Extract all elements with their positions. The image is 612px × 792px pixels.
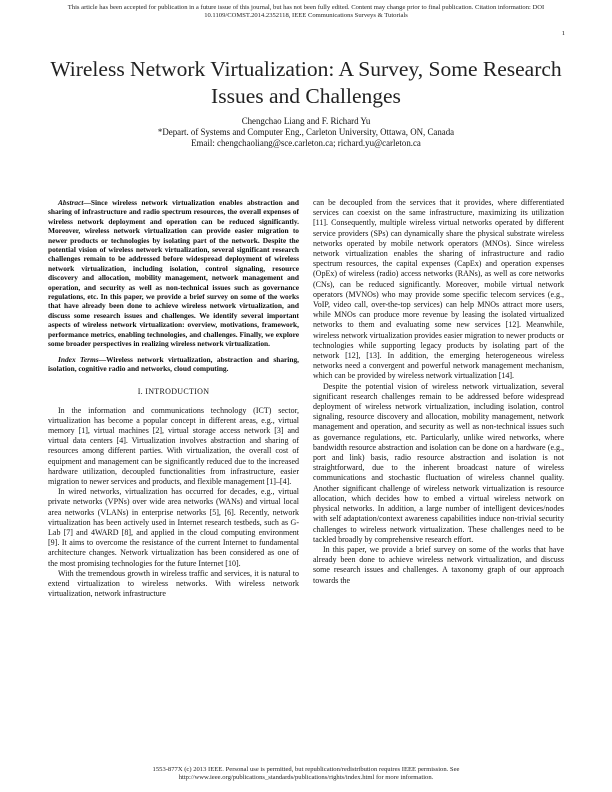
page-number: 1 bbox=[561, 30, 565, 37]
copyright-footer-line-1: 1553-877X (c) 2013 IEEE. Personal use is permitted, but republication/redistribution requires IEEE permission. See bbox=[152, 766, 460, 773]
right-column bbox=[313, 198, 564, 586]
copyright-footer-line-2: http://www.ieee.org/publications_standards/publications/rights/index.html for more information. bbox=[178, 774, 434, 782]
index-terms-text: —Wireless network virtualization, abstraction and sharing, isolation, cognitive radio and networks, cloud computing. bbox=[48, 354, 299, 373]
author-affiliation: *Depart. of Systems and Computer Eng., Carleton University, Ottawa, ON, Canada bbox=[157, 127, 455, 138]
abstract-text: —Since wireless network virtualization enables abstraction and sharing of infrastructure and radio spectrum resources, the overall expenses of wireless network deployment and operation can be reduced significantly. Moreover, wireless network virtualization can provide easier migration to newer products or technologies by isolating part of the network. Despite the potential vision of wireless network virtualization, several significant research challenges remain to be addressed before widespread deployment of wireless network virtualization, including isolation, control signaling, resource discovery and allocation, mobility management, network management and operation, and security as well as non-technical issues such as governance regulations, etc. In this paper, we provide a brief survey on some of the works that have already been done to achieve wireless network virtualization, and discuss some research issues and challenges. We identify several important aspects of wireless network virtualization: overview, motivations, framework, performance metrics, enabling technologies, and challenges. Finally, we explore some broader perspectives in realizing wireless network virtualization. bbox=[48, 198, 299, 349]
author-block bbox=[40, 116, 572, 150]
left-column bbox=[48, 198, 299, 599]
copyright-footer bbox=[0, 766, 612, 783]
publication-notice-line-2: 10.1109/COMST.2014.2352118, IEEE Communications Surveys & Tutorials bbox=[204, 12, 408, 20]
author-email: Email: chengchaoliang@sce.carleton.ca; richard.yu@carleton.ca bbox=[191, 138, 421, 149]
right-paragraph-1: can be decoupled from the services that it provides, where differentiated services can coexist on the same infrastructure, maximizing its utilization [11]. Consequently, multiple wireless virtual networks operated by different service providers (SPs) can dynamically share the physical substrate wireless networks operated by mobile network operators (MNOs). Since wireless network virtualization enables the sharing of infrastructure and radio spectrum resources, the capital expenses (CapEx) and operation expenses (OpEx) of wireless (radio) access networks (RANs), as well as core networks (CNs), can be reduced significantly. Moreover, mobile virtual network operators (MVNOs) who may provide some specific telecom services (e.g., VoIP, video call, over-the-top services) can help MNOs attract more users, while MNOs can produce more revenue by leasing the isolated virtualized networks to them and evaluating some new services [12]. Meanwhile, wireless network virtualization provides easier migration to newer products or technologies while supporting legacy products by isolating part of the network [12], [13]. In addition, the emerging heterogeneous wireless networks need a convergent and powerful network management mechanism, which can be provided by wireless network virtualization [14]. bbox=[313, 198, 564, 381]
index-terms-lead: Index Terms bbox=[58, 354, 99, 364]
abstract-lead: Abstract bbox=[58, 198, 84, 207]
publication-notice bbox=[0, 4, 612, 21]
intro-paragraph-2: In wired networks, virtualization has occurred for decades, e.g., virtual private networks (VPNs) over wide area networks (WANs) and virtual local area networks (VLANs) in enterprise networks [5], [6]. Recently, network virtualization has been actively used in Internet research testbeds, such as G-Lab [7] and 4WARD [8], and applied in the cloud computing environment [9]. It aims to overcome the resistance of the current Internet to fundamental architecture changes. Network virtualization has been considered as one of the most promising technologies for the future Internet [10]. bbox=[48, 487, 299, 568]
section-heading-introduction: I. INTRODUCTION bbox=[137, 387, 210, 397]
intro-paragraph-1: In the information and communications technology (ICT) sector, virtualization has become a popular concept in different areas, e.g., virtual memory [1], virtual machines [2], virtual storage access network [3] and virtual data centers [4]. Virtualization involves abstraction and sharing of resources among different parties. With virtualization, the overall cost of equipment and management can be significantly reduced due to the increased hardware utilization, decoupled functionalities from infrastructure, easier migration to newer services and products, and flexible management [1]–[4]. bbox=[48, 405, 299, 486]
right-paragraph-2: Despite the potential vision of wireless network virtualization, several significant research challenges remain to be addressed before widespread deployment of wireless network virtualization, including isolation, control signaling, resource discovery and allocation, mobility management, network management and operation, and security as well as non-technical issues such as governance regulations, etc. Particularly, unlike wired networks, where bandwidth resource abstraction and isolation can be done on a hardware (e.g., port and link) basis, radio resource abstraction and isolation is not straightforward, due to the inherent broadcast nature of wireless communications and stochastic fluctuation of wireless channel quality. Another significant challenge of wireless network virtualization is resource allocation, which decides how to embed a virtual wireless network on physical networks. In addition, a large number of intelligent devices/nodes with self adaptation/context awareness capabilities induce non-trivial security challenges to wireless network virtualization. These challenges need to be tackled broadly by comprehensive research effort. bbox=[313, 381, 564, 544]
author-names: Chengchao Liang and F. Richard Yu bbox=[241, 116, 371, 126]
intro-paragraph-3: With the tremendous growth in wireless traffic and services, it is natural to extend virtualization to wireless networks. With wireless network virtualization, network infrastructure bbox=[48, 568, 299, 599]
right-paragraph-3: In this paper, we provide a brief survey on some of the works that have already been done to achieve wireless network virtualization, and discuss some research issues and challenges. A taxonomy graph of our approach towards the bbox=[313, 544, 564, 585]
publication-notice-line-1: This article has been accepted for publication in a future issue of this journal, but has not been fully edited. Content may change prior to final publication. Citation information: DOI bbox=[67, 4, 545, 11]
index-terms bbox=[48, 355, 299, 374]
paper-title: Wireless Network Virtualization: A Survey, Some Research Issues and Challenges bbox=[50, 57, 562, 108]
abstract bbox=[48, 198, 299, 349]
